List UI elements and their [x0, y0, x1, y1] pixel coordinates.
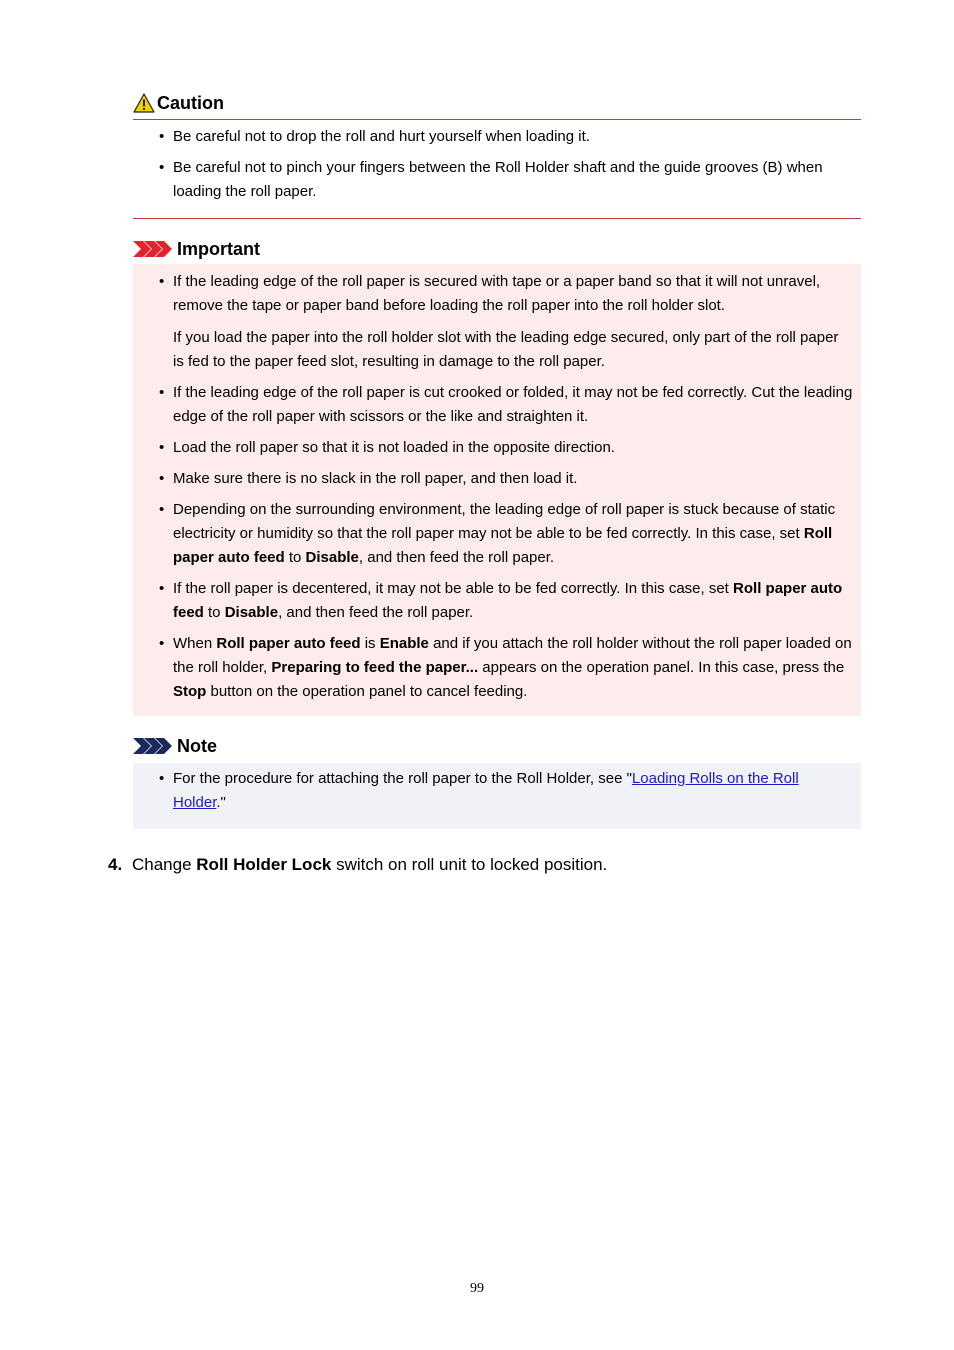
caution-list — [133, 125, 861, 204]
text-run: , and then feed the roll paper. — [358, 549, 555, 566]
text-run: and if you attach the roll holder without the roll paper loaded on the roll holder, — [173, 635, 852, 676]
text-run: ." — [216, 794, 226, 811]
setting-value: Disable — [224, 604, 279, 621]
note-list — [133, 767, 861, 815]
text-run: button on the operation panel to cancel feeding. — [206, 683, 528, 700]
list-item — [133, 498, 861, 570]
caution-item-text: Be careful not to pinch your fingers between the Roll Holder shaft and the guide grooves (B) when loading the roll paper. — [173, 159, 823, 200]
setting-name: Roll paper auto feed — [173, 580, 843, 621]
text-run: For the procedure for attaching the roll paper to the Roll Holder, see " — [173, 770, 632, 787]
list-item — [133, 467, 861, 491]
text-run: switch on roll unit to locked position. — [331, 855, 608, 874]
caution-top-rule — [133, 119, 861, 120]
important-item-text: If the leading edge of the roll paper is cut crooked or folded, it may not be fed correctly. Cut the leading edge of the roll paper with scissors or the like and straighten it. — [173, 384, 853, 425]
caution-bottom-rule — [133, 218, 861, 219]
panel-message: Preparing to feed the paper... — [271, 659, 479, 676]
button-name: Stop — [173, 683, 207, 700]
important-chevrons-icon — [133, 241, 173, 257]
text-run: When — [173, 635, 217, 652]
step-number: 4. — [108, 855, 123, 874]
list-item — [133, 381, 861, 429]
step-4 — [108, 852, 607, 878]
note-chevrons-icon — [133, 738, 173, 754]
switch-name: Roll Holder Lock — [196, 855, 332, 874]
list-item — [133, 767, 861, 815]
text-run: is — [360, 635, 380, 652]
text-run: If the roll paper is decentered, it may not be able to be fed correctly. In this case, set — [173, 580, 734, 597]
important-item-text: • If the leading edge of the roll paper is secured with tape or a paper band so that it will not unravel, remove the tape or paper band before loading the roll paper into the roll holder slot. — [173, 273, 821, 314]
setting-value: Disable — [305, 549, 359, 566]
note-title: Note — [177, 735, 217, 756]
text-run: appears on the operation panel. In this case, press the — [478, 659, 845, 676]
text-run: Depending on the surrounding environment, the leading edge of roll paper is stuck because of static electricity or humidity so that the roll paper may not be able to be fed correctly. In this case, set — [173, 501, 836, 542]
note-heading — [133, 734, 217, 758]
text-run: Change — [132, 855, 197, 874]
setting-name: Roll paper auto feed — [216, 635, 361, 652]
important-heading — [133, 237, 260, 261]
caution-heading — [133, 91, 224, 115]
setting-value: Enable — [379, 635, 429, 652]
important-title: Important — [177, 238, 260, 259]
page-number: 99 — [470, 1281, 484, 1296]
loading-rolls-link[interactable]: Loading Rolls on the Roll Holder — [173, 770, 799, 811]
caution-title: Caution — [157, 92, 224, 113]
warning-triangle-icon — [133, 93, 155, 113]
list-item — [133, 270, 861, 374]
important-item-text: Make sure there is no slack in the roll paper, and then load it. — [173, 470, 578, 487]
text-run: to — [284, 549, 306, 566]
important-item-text: Load the roll paper so that it is not loaded in the opposite direction. — [173, 439, 615, 456]
list-item — [133, 436, 861, 460]
important-list — [133, 270, 861, 704]
text-run: to — [203, 604, 225, 621]
list-item — [133, 156, 861, 204]
list-item — [133, 125, 861, 149]
caution-item-text: Be careful not to drop the roll and hurt yourself when loading it. — [173, 128, 590, 145]
list-item — [133, 632, 861, 704]
important-item-text: If you load the paper into the roll holder slot with the leading edge secured, only part of the roll paper is fed to the paper feed slot, resulting in damage to the roll paper. — [173, 329, 839, 370]
list-item — [133, 577, 861, 625]
setting-name: Roll paper auto feed — [173, 525, 833, 566]
text-run: , and then feed the roll paper. — [278, 604, 474, 621]
